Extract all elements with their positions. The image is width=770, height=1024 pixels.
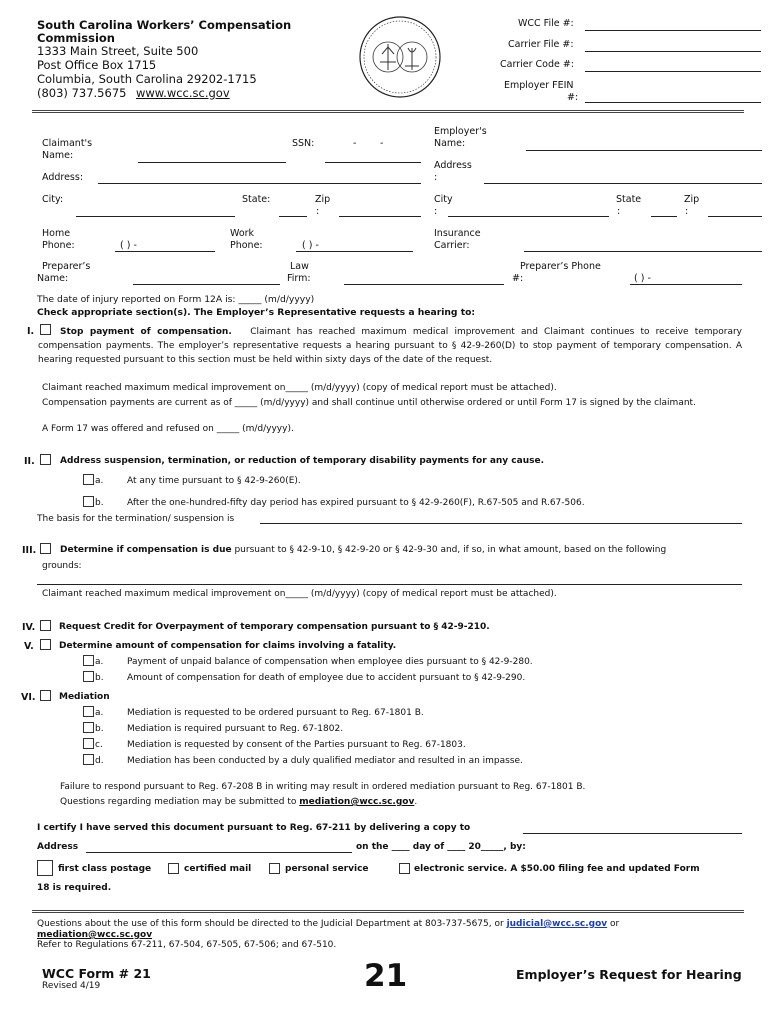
first-class-postage-label: first class postage [58,864,152,874]
section-vi-a-text: Mediation is requested to be ordered pursuant to Reg. 67-1801 B. [127,708,424,718]
work-phone-field[interactable] [296,251,413,252]
employer-fein-label: Employer FEIN [504,80,574,91]
section-ii-b-label: b. [95,498,104,508]
form-title: Employer’s Request for Hearing [516,967,742,982]
section-vi-b-checkbox[interactable] [83,722,94,733]
footer-questions-text: Questions about the use of this form should be directed to the Judicial Department at 803-737-5675, or [37,919,504,929]
employer-city-field[interactable] [448,216,609,217]
claimant-city-field[interactable] [76,216,235,217]
form18-required-note: 18 is required. [37,883,112,893]
insurance-carrier-label: Insurance [434,228,481,239]
electronic-service-checkbox[interactable] [399,863,410,874]
wcc-file-label: WCC File #: [518,18,574,29]
claimant-city-label: City: [42,194,64,205]
employer-address-field[interactable] [484,183,762,184]
insurance-carrier-field[interactable] [524,251,762,252]
law-firm-label-2: Firm: [287,273,311,284]
certified-mail-label: certified mail [184,864,252,874]
state-seal-logo [358,14,442,100]
mediation-email-link[interactable]: mediation@wcc.sc.gov [299,797,415,807]
section-vi-a-checkbox[interactable] [83,706,94,717]
section-iii-text [60,545,666,555]
form-revised-date: Revised 4/19 [42,981,101,991]
served-party-field[interactable] [523,833,742,834]
section-ii-a-checkbox[interactable] [83,474,94,485]
section-i-number: I. [27,326,35,337]
footer-questions-note [37,919,619,929]
section-v-title: Determine amount of compensation for claims involving a fatality. [59,641,397,651]
section-iii-checkbox[interactable] [40,543,51,554]
employer-state-label-2: : [617,206,621,217]
section-vi-b-text: Mediation is required pursuant to Reg. 67-1802. [127,724,344,734]
section-v-a-label: a. [95,657,104,667]
agency-website-link[interactable]: www.wcc.sc.gov [136,86,230,100]
mediation-questions-text: Questions regarding mediation may be submitted to [60,797,297,807]
section-i-mmi-line: Claimant reached maximum medical improvement on_____ (m/d/yyyy) (copy of medical report must be attached). [42,383,557,393]
agency-phone: (803) 737.5675 [37,86,127,100]
wcc-file-field[interactable] [585,30,761,31]
footer-mediation-email-link[interactable]: mediation@wcc.sc.gov [37,930,153,940]
carrier-code-field[interactable] [585,71,761,72]
claimant-zip-label-2: : [316,206,320,217]
termination-basis-label: The basis for the termination/ suspension is [37,514,235,524]
home-phone-label: Home [42,228,71,239]
mediation-period: . [414,797,418,807]
personal-service-checkbox[interactable] [269,863,280,874]
claimant-name-field[interactable] [138,162,286,163]
section-ii-a-text: At any time pursuant to § 42-9-260(E). [127,476,301,486]
employer-address-label-2: : [434,172,438,183]
section-i-payments-current-line: Compensation payments are current as of _____ (m/d/yyyy) and shall continue until otherwise ordered or until Form 17 is signed by the claimant. [42,398,696,408]
agency-address-1: 1333 Main Street, Suite 500 [37,44,199,58]
electronic-service-label: electronic service. A $50.00 filing fee and updated Form [414,864,700,874]
preparer-phone-field[interactable] [630,284,742,285]
section-iii-grounds-label: grounds: [42,561,82,571]
section-v-b-checkbox[interactable] [83,671,94,682]
section-i-form17-line: A Form 17 was offered and refused on _____ (m/d/yyyy). [42,424,294,434]
employer-fein-label-2: #: [567,92,579,103]
section-iii-number: III. [22,545,37,556]
employer-city-label-2: : [434,206,438,217]
termination-basis-field[interactable] [260,523,742,524]
section-vi-c-text: Mediation is requested by consent of the Parties pursuant to Reg. 67-1803. [127,740,466,750]
footer-or: or [610,919,620,929]
preparer-phone-label: Preparer’s Phone [520,261,601,272]
section-v-b-text: Amount of compensation for death of employee due to accident pursuant to § 42-9-290. [127,673,526,683]
section-vi-b-label: b. [95,724,104,734]
section-ii-number: II. [24,456,35,467]
claimant-state-label: State: [242,194,271,205]
section-iii-mmi-line: Claimant reached maximum medical improvement on_____ (m/d/yyyy) (copy of medical report must be attached). [42,589,557,599]
employer-name-field[interactable] [526,150,762,151]
section-vi-title: Mediation [59,692,110,702]
section-vi-d-label: d. [95,756,104,766]
section-ii-checkbox[interactable] [40,454,51,465]
section-iv-number: IV. [22,622,36,633]
section-i-text [38,325,742,367]
certify-address-label: Address [37,842,79,852]
employer-fein-field[interactable] [585,102,761,103]
home-phone-mask: ( ) - [120,240,137,251]
claimant-name-label-2: Name: [42,150,74,161]
claimant-zip-field[interactable] [339,216,421,217]
footer-regulations-note: Refer to Regulations 67-211, 67-504, 67-505, 67-506; and 67-510. [37,940,337,950]
claimant-address-field[interactable] [98,183,421,184]
section-vi-d-text: Mediation has been conducted by a duly qualified mediator and resulted in an impasse. [127,756,523,766]
agency-name-2: Commission [37,31,115,45]
section-v-a-text: Payment of unpaid balance of compensation when employee dies pursuant to § 42-9-280. [127,657,533,667]
claimant-name-label: Claimant's [42,138,93,149]
employer-zip-label-2: : [685,206,689,217]
law-firm-field[interactable] [344,284,504,285]
preparer-phone-label-2: #: [512,273,524,284]
section-ii-a-label: a. [95,476,104,486]
employer-address-label: Address [434,160,472,171]
section-ii-b-checkbox[interactable] [83,496,94,507]
form-number: WCC Form # 21 [42,966,151,981]
certify-address-field[interactable] [86,852,352,853]
personal-service-label: personal service [285,864,369,874]
section-v-b-label: b. [95,673,104,683]
ssn-field[interactable] [325,162,421,163]
work-phone-label: Work [230,228,255,239]
check-sections-instruction: Check appropriate section(s). The Employer’s Representative requests a hearing to: [37,307,476,318]
carrier-file-label: Carrier File #: [508,39,574,50]
date-of-injury-line: The date of injury reported on Form 12A is: _____ (m/d/yyyy) [37,294,315,305]
employer-city-label: City [434,194,453,205]
ssn-label: SSN: [292,138,315,149]
agency-address-2: Post Office Box 1715 [37,58,157,72]
home-phone-label-2: Phone: [42,240,75,251]
carrier-file-field[interactable] [585,51,761,52]
section-ii-title: Address suspension, termination, or reduction of temporary disability payments for any cause. [60,456,544,466]
section-iii-rest: pursuant to § 42-9-10, § 42-9-20 or § 42-9-30 and, if so, in what amount, based on the following [234,545,667,555]
certify-statement: I certify I have served this document pursuant to Reg. 67-211 by delivering a copy to [37,823,471,833]
work-phone-mask: ( ) - [302,240,319,251]
employer-zip-label: Zip [684,194,700,205]
judicial-email-link[interactable]: judicial@wcc.sc.gov [506,919,608,929]
preparer-phone-mask: ( ) - [634,273,651,284]
section-v-number: V. [24,641,34,652]
agency-name: South Carolina Workers’ Compensation [37,18,292,32]
mediation-questions-note [60,797,417,807]
employer-name-label-2: Name: [434,138,466,149]
ssn-dash-1: - [353,138,357,149]
section-iv-checkbox[interactable] [40,620,51,631]
section-vi-c-checkbox[interactable] [83,738,94,749]
section-iii-title: Determine if compensation is due [60,545,232,555]
law-firm-label: Law [290,261,309,272]
ssn-dash-2: - [380,138,384,149]
employer-state-label: State [616,194,642,205]
section-iii-grounds-field[interactable] [37,584,742,585]
section-v-checkbox[interactable] [40,639,51,650]
header-divider [32,110,744,113]
home-phone-field[interactable] [115,251,215,252]
section-v-a-checkbox[interactable] [83,655,94,666]
employer-name-label: Employer's [434,126,487,137]
section-vi-d-checkbox[interactable] [83,754,94,765]
section-vi-c-label: c. [95,740,103,750]
agency-address-3: Columbia, South Carolina 29202-1715 [37,72,257,86]
section-vi-a-label: a. [95,708,104,718]
section-vi-number: VI. [21,692,36,703]
section-ii-b-text: After the one-hundred-fifty day period has expired pursuant to § 42-9-260(F), R.67-505 and R.67-506. [127,498,585,508]
form-big-number: 21 [364,958,408,994]
employer-state-field[interactable] [651,216,677,217]
claimant-address-label: Address: [42,172,84,183]
section-iv-title: Request Credit for Overpayment of temporary compensation pursuant to § 42-9-210. [59,622,490,632]
carrier-code-label: Carrier Code #: [500,59,575,70]
preparer-name-label: Preparer’s [42,261,91,272]
section-i-title: Stop payment of compensation. [60,327,232,337]
claimant-zip-label: Zip [315,194,331,205]
employer-zip-field[interactable] [708,216,762,217]
preparer-name-label-2: Name: [37,273,69,284]
section-i-body: Claimant has reached maximum medical improvement and Claimant continues to receive temporary compensation payments. The employer’s representative requests a hearing pursuant to § 42-9-260(D) to stop payment of temporary compensation. A hearing requested pursuant to this section must be held within sixty days of the date of the request. [38,327,743,365]
insurance-carrier-label-2: Carrier: [434,240,470,251]
preparer-name-field[interactable] [133,284,280,285]
claimant-state-field[interactable] [279,216,307,217]
certify-date-line: on the ____ day of ____ 20_____, by: [356,842,526,852]
work-phone-label-2: Phone: [230,240,263,251]
certified-mail-checkbox[interactable] [168,863,179,874]
mediation-failure-note: Failure to respond pursuant to Reg. 67-208 B in writing may result in ordered mediation pursuant to Reg. 67-1801 B. [60,782,586,792]
first-class-postage-checkbox[interactable] [37,860,53,876]
footer-divider [32,910,744,913]
section-vi-checkbox[interactable] [40,690,51,701]
